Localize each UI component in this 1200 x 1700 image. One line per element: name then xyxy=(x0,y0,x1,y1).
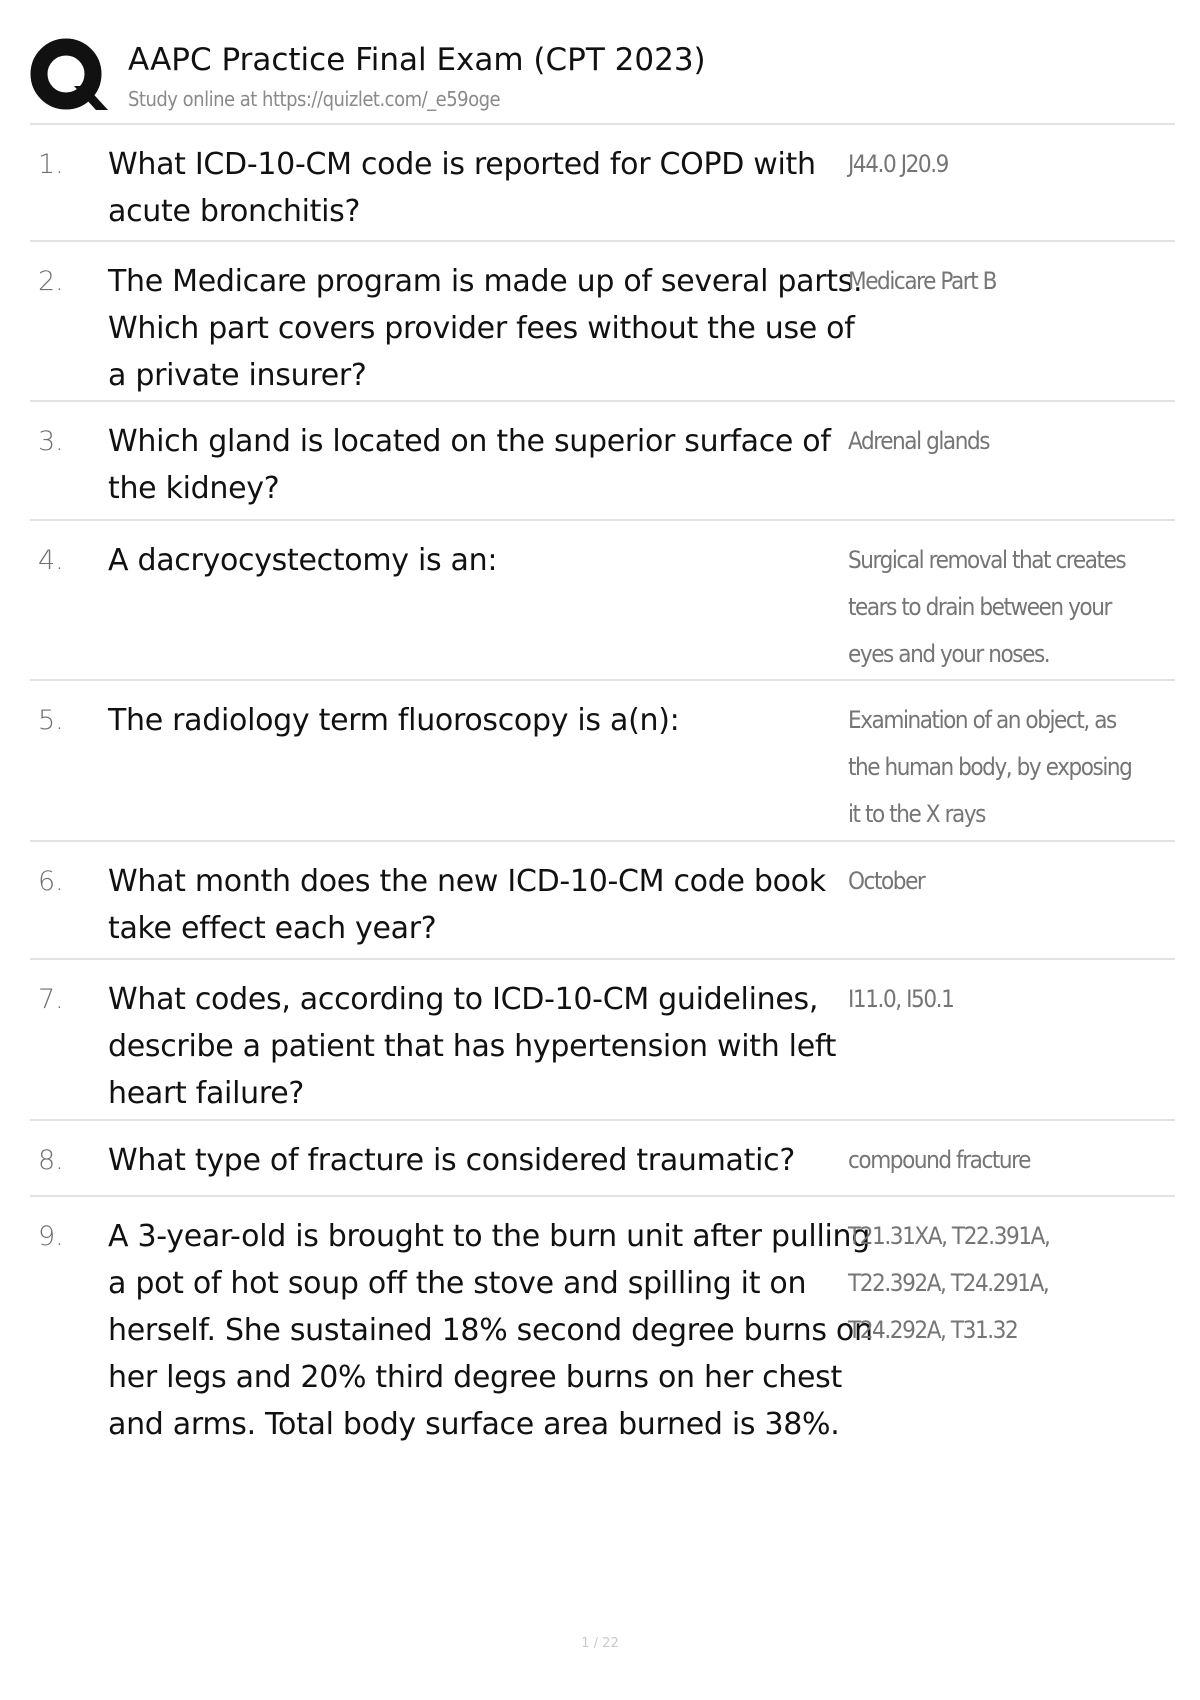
card-number: 2. xyxy=(38,266,64,297)
card-number: 3. xyxy=(38,426,64,457)
card-question: Which gland is located on the superior surface of the kidney? xyxy=(108,424,831,506)
card-answer: J44.0 J20.9 xyxy=(848,150,948,178)
flashcard-row xyxy=(30,842,1175,960)
card-answer: Surgical removal that creates tears to drain between your eyes and your noses. xyxy=(848,546,1126,668)
card-question: What codes, according to ICD-10-CM guidelines, describe a patient that has hypertension with left heart failure? xyxy=(108,982,837,1111)
card-answer: Adrenal glands xyxy=(848,427,990,455)
quizlet-logo-icon xyxy=(30,36,110,116)
card-number: 1. xyxy=(38,149,64,180)
flashcard-row xyxy=(30,521,1175,681)
card-answer: compound fracture xyxy=(848,1146,1030,1174)
card-answer: I11.0, I50.1 xyxy=(848,985,954,1013)
page-title: AAPC Practice Final Exam (CPT 2023) xyxy=(128,42,706,78)
study-online-link[interactable]: Study online at https://quizlet.com/_e59oge xyxy=(128,87,501,111)
page-header xyxy=(30,36,1180,126)
flashcard-row xyxy=(30,681,1175,842)
card-question: What month does the new ICD-10-CM code book take effect each year? xyxy=(108,864,826,946)
page-number: 1 / 22 xyxy=(581,1636,619,1651)
flashcard-row xyxy=(30,960,1175,1121)
card-answer: Medicare Part B xyxy=(848,267,997,295)
card-number: 8. xyxy=(38,1145,64,1176)
card-number: 5. xyxy=(38,705,64,736)
card-number: 6. xyxy=(38,866,64,897)
card-answer: October xyxy=(848,867,925,895)
card-question: The Medicare program is made up of several parts. Which part covers provider fees without the use of a private insurer? xyxy=(108,264,863,393)
card-number: 9. xyxy=(38,1221,64,1252)
card-number: 7. xyxy=(38,984,64,1015)
flashcard-row xyxy=(30,402,1175,521)
card-number: 4. xyxy=(38,545,64,576)
flashcard-list xyxy=(30,125,1175,1497)
card-question: What ICD-10-CM code is reported for COPD with acute bronchitis? xyxy=(108,147,816,229)
flashcard-row xyxy=(30,1121,1175,1197)
card-question: What type of fracture is considered traumatic? xyxy=(108,1143,795,1178)
flashcard-row xyxy=(30,1197,1175,1497)
card-question: A dacryocystectomy is an: xyxy=(108,543,498,578)
flashcard-row xyxy=(30,242,1175,402)
card-answer: T21.31XA, T22.391A, T22.392A, T24.291A, T24.292A, T31.32 xyxy=(848,1222,1050,1344)
card-question: The radiology term fluoroscopy is a(n): xyxy=(108,703,680,738)
flashcard-row xyxy=(30,125,1175,242)
card-answer: Examination of an object, as the human body, by exposing it to the X rays xyxy=(848,706,1132,828)
card-question: A 3-year-old is brought to the burn unit after pulling a pot of hot soup off the stove and spilling it on herself. She sustained 18% second degree burns on her legs and 20% third degree burns on her chest and arms. Total body surface area burned is 38%. xyxy=(108,1219,873,1442)
